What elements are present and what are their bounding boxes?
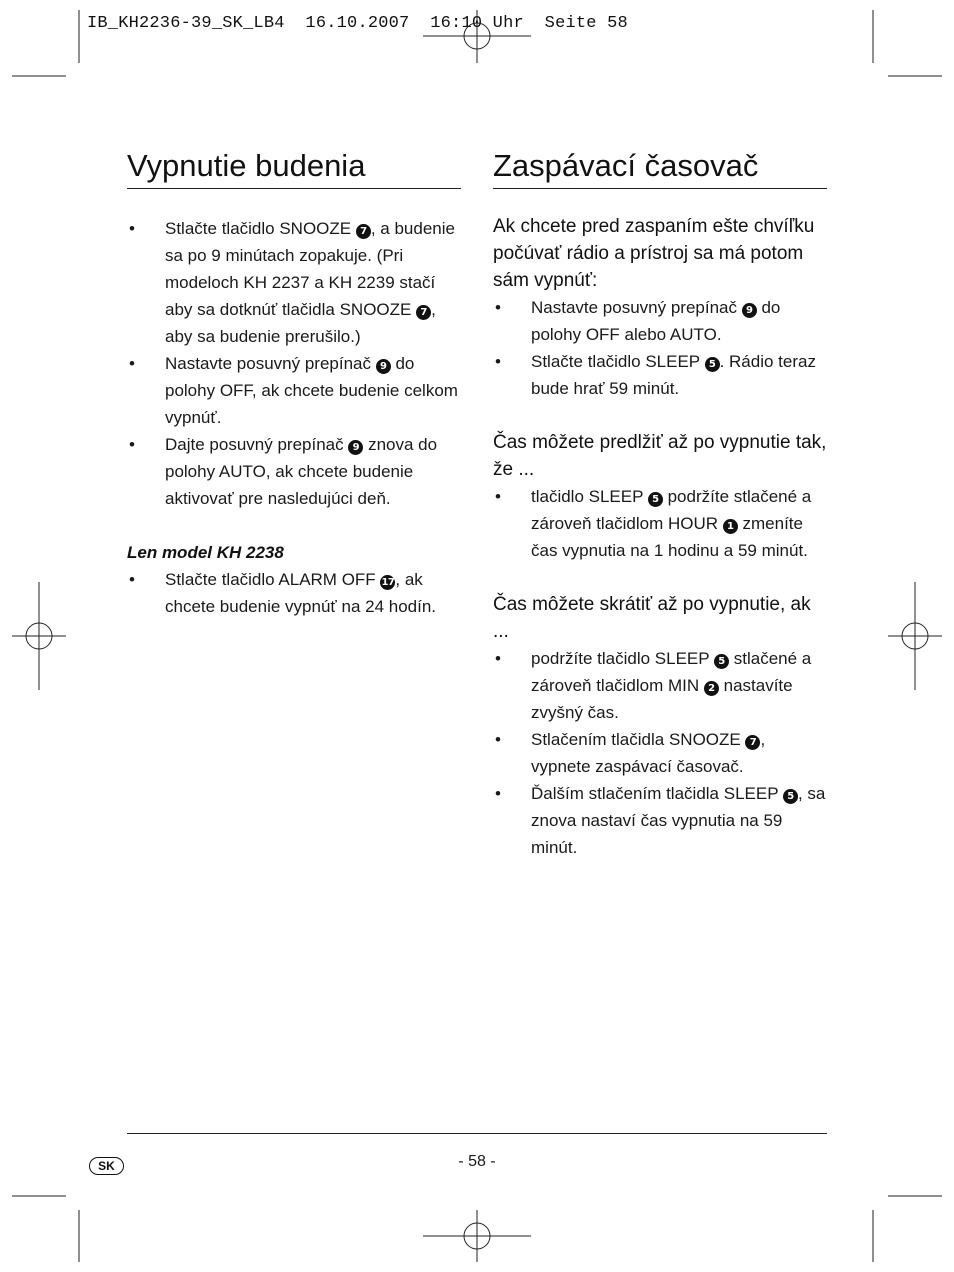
intro-text: Ak chcete pred zaspaním ešte chvíľku počúvať rádio a prístroj sa má potom sám vypnúť: <box>493 216 815 291</box>
subsection-title: Čas môžete predlžiť až po vypnutie tak, že ... <box>493 432 827 480</box>
sleep-timer-list <box>493 294 827 402</box>
number-badge: 7 <box>745 735 760 750</box>
number-badge: 1 <box>723 519 738 534</box>
subsection-title: Čas môžete skrátiť až po vypnutie, ak ... <box>493 594 811 642</box>
shorten-list <box>493 645 827 861</box>
print-slug: IB_KH2236-39_SK_LB4 16.10.2007 16:10 Uhr Seite 58 <box>87 14 628 33</box>
number-badge: 5 <box>783 789 798 804</box>
number-badge: 9 <box>742 303 757 318</box>
number-badge: 2 <box>704 681 719 696</box>
list-item: • podržíte tlačidlo SLEEP 5 stlačené a zároveň tlačidlom MIN 2 nastavíte zvyšný čas. <box>493 645 827 726</box>
list-item: • Nastavte posuvný prepínač 9 do polohy OFF alebo AUTO. <box>493 294 827 348</box>
number-badge: 5 <box>705 357 720 372</box>
alarm-off-list <box>127 215 461 512</box>
list-item: • Dajte posuvný prepínač 9 znova do polohy AUTO, ak chcete budenie aktivovať pre nasledujúci deň. <box>127 431 461 512</box>
number-badge: 5 <box>648 492 663 507</box>
number-badge: 5 <box>714 654 729 669</box>
model-list <box>127 566 461 620</box>
list-item: • Stlačte tlačidlo SNOOZE 7 , a budenie sa po 9 minútach zopakuje. (Pri modeloch KH 2237 a KH 2239 stačí aby sa dotknúť tlačidla SNOOZE 7 , aby sa budenie prerušilo.) <box>127 215 461 350</box>
list-item: • Nastavte posuvný prepínač 9 do polohy OFF, ak chcete budenie celkom vypnúť. <box>127 350 461 431</box>
footer-rule <box>127 1133 827 1134</box>
number-badge: 17 <box>381 577 395 588</box>
list-item: • tlačidlo SLEEP 5 podržíte stlačené a zároveň tlačidlom HOUR 1 zmeníte čas vypnutia na 1 hodinu a 59 minút. <box>493 483 827 564</box>
section-title: Zaspávací časovač <box>493 146 827 189</box>
section-title: Vypnutie budenia <box>127 146 461 189</box>
left-column <box>127 146 461 620</box>
list-item: • Stlačte tlačidlo ALARM OFF 17, ak chcete budenie vypnúť na 24 hodín. <box>127 566 461 620</box>
list-item: • Stlačením tlačidla SNOOZE 7 , vypnete zaspávací časovač. <box>493 726 827 780</box>
list-item: • Stlačte tlačidlo SLEEP 5 . Rádio teraz bude hrať 59 minút. <box>493 348 827 402</box>
model-note: Len model KH 2238 <box>127 543 284 562</box>
number-badge: 7 <box>416 305 431 320</box>
list-item: • Ďalším stlačením tlačidla SLEEP 5 , sa znova nastaví čas vypnutia na 59 minút. <box>493 780 827 861</box>
number-badge: 9 <box>348 440 363 455</box>
extend-list <box>493 483 827 564</box>
page-number: - 58 - <box>458 1153 496 1170</box>
number-badge: 7 <box>356 224 371 239</box>
number-badge: 9 <box>376 359 391 374</box>
right-column <box>493 146 827 861</box>
language-badge: SK <box>89 1157 124 1175</box>
